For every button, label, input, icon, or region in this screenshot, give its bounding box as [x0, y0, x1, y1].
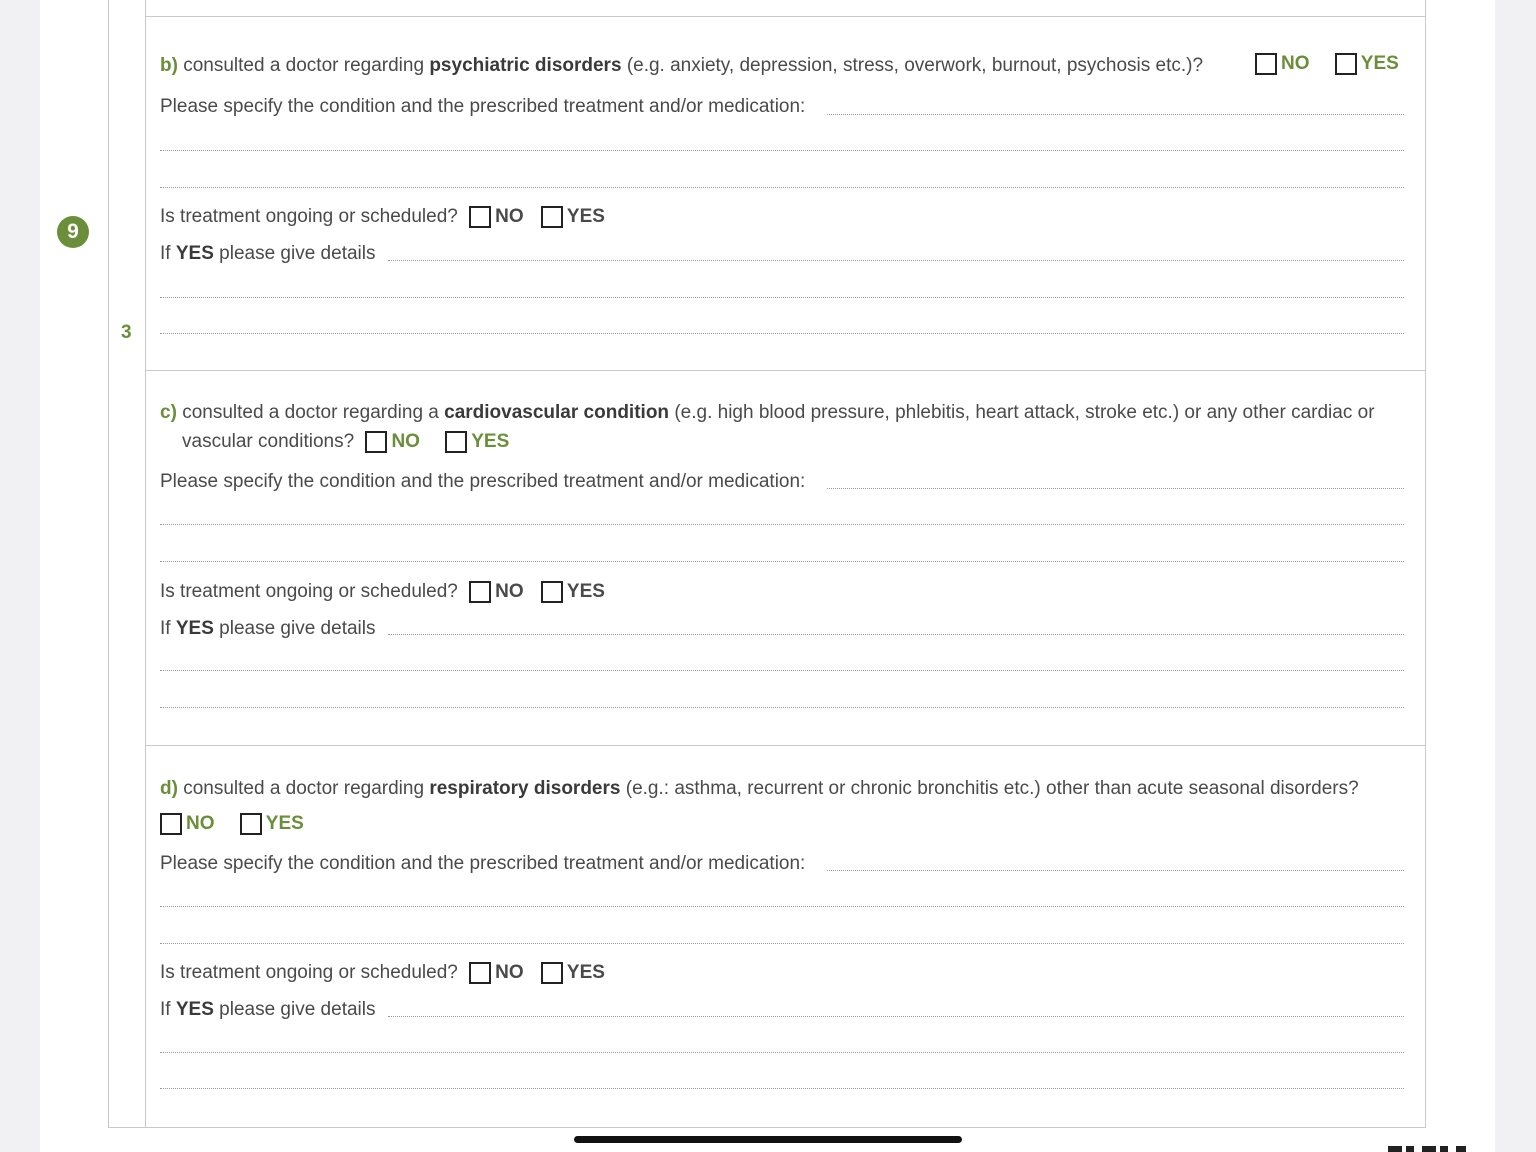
question-examples: (e.g.: asthma, recurrent or chronic bronchitis etc.) other than acute seasonal disorders? [625, 778, 1359, 799]
answer-line[interactable] [388, 1016, 1404, 1017]
answer-line[interactable] [160, 707, 1404, 708]
yes-checkbox[interactable] [1335, 52, 1399, 76]
if-yes-label [160, 242, 375, 266]
yes-bold-text: YES [175, 243, 214, 264]
specify-label: Please specify the condition and the prescribed treatment and/or medication: [160, 96, 806, 117]
yes-label: YES [566, 581, 605, 602]
if-text: If [160, 618, 171, 639]
if-text: If [160, 243, 171, 264]
no-checkbox[interactable] [469, 205, 524, 229]
if-yes-label [160, 617, 375, 641]
yes-checkbox[interactable] [445, 430, 509, 454]
question-d [146, 746, 1426, 1128]
answer-line[interactable] [160, 333, 1404, 334]
question-c-text [160, 401, 1375, 425]
answer-line[interactable] [160, 906, 1404, 907]
answer-line[interactable] [160, 150, 1404, 151]
details-text: please give details [219, 618, 376, 639]
if-text: If [160, 999, 171, 1020]
question-examples: (e.g. anxiety, depression, stress, overwork, burnout, psychosis etc.)? [626, 55, 1204, 76]
question-b [146, 17, 1426, 371]
question-text: consulted a doctor regarding a [182, 402, 439, 423]
answer-line[interactable] [388, 634, 1404, 635]
yes-bold-text: YES [175, 618, 214, 639]
question-text: consulted a doctor regarding [183, 778, 425, 799]
answer-line[interactable] [827, 114, 1404, 115]
question-c [146, 371, 1426, 746]
answer-line[interactable] [388, 260, 1404, 261]
yes-label: YES [566, 962, 605, 983]
question-d-options [160, 812, 316, 836]
yes-label: YES [265, 813, 304, 834]
yes-bold-text: YES [175, 999, 214, 1020]
answer-line[interactable] [160, 561, 1404, 562]
question-c-line2 [182, 430, 521, 454]
answer-line[interactable] [160, 1052, 1404, 1053]
page-number: 3 [121, 322, 132, 343]
yes-checkbox[interactable] [541, 961, 605, 985]
answer-line[interactable] [160, 670, 1404, 671]
details-text: please give details [219, 999, 376, 1020]
question-letter: c) [160, 402, 177, 423]
question-d-text [160, 777, 1359, 801]
no-checkbox[interactable] [160, 812, 215, 836]
specify-label: Please specify the condition and the prescribed treatment and/or medication: [160, 853, 806, 874]
question-b-options [1255, 52, 1411, 76]
home-indicator[interactable] [574, 1136, 962, 1143]
answer-line[interactable] [160, 524, 1404, 525]
question-text-continued: vascular conditions? [182, 431, 355, 453]
no-checkbox[interactable] [1255, 52, 1310, 76]
yes-label: YES [471, 431, 510, 452]
ongoing-question [160, 961, 617, 985]
question-topic: psychiatric disorders [429, 55, 622, 76]
ongoing-label: Is treatment ongoing or scheduled? [160, 206, 458, 228]
question-letter: d) [160, 778, 178, 799]
left-margin-column [108, 0, 146, 1128]
no-label: NO [186, 813, 215, 834]
question-examples: (e.g. high blood pressure, phlebitis, heart attack, stroke etc.) or any other cardiac or [674, 402, 1375, 423]
question-letter: b) [160, 55, 178, 76]
yes-label: YES [1360, 53, 1399, 74]
no-label: NO [1281, 53, 1310, 74]
question-text: consulted a doctor regarding [183, 55, 425, 76]
ongoing-label: Is treatment ongoing or scheduled? [160, 581, 458, 603]
yes-checkbox[interactable] [541, 580, 605, 604]
yes-checkbox[interactable] [541, 205, 605, 229]
no-label: NO [495, 581, 524, 602]
if-yes-label [160, 998, 375, 1022]
no-checkbox[interactable] [469, 580, 524, 604]
previous-section-tail [146, 0, 1426, 17]
answer-line[interactable] [160, 297, 1404, 298]
no-label: NO [391, 431, 420, 452]
ongoing-question [160, 205, 617, 229]
specify-label: Please specify the condition and the prescribed treatment and/or medication: [160, 471, 806, 492]
answer-line[interactable] [160, 943, 1404, 944]
answer-line[interactable] [160, 187, 1404, 188]
no-label: NO [495, 962, 524, 983]
answer-line[interactable] [160, 1088, 1404, 1089]
details-text: please give details [219, 243, 376, 264]
answer-line[interactable] [827, 870, 1404, 871]
ongoing-label: Is treatment ongoing or scheduled? [160, 962, 458, 984]
yes-checkbox[interactable] [240, 812, 304, 836]
question-b-text [160, 54, 1203, 78]
answer-line[interactable] [827, 488, 1404, 489]
section-number-badge: 9 [57, 216, 89, 248]
qr-code-fragment [1388, 1146, 1466, 1152]
ongoing-question [160, 580, 617, 604]
question-topic: respiratory disorders [429, 778, 621, 799]
no-checkbox[interactable] [469, 961, 524, 985]
yes-label: YES [566, 206, 605, 227]
no-label: NO [495, 206, 524, 227]
no-checkbox[interactable] [365, 430, 420, 454]
question-topic: cardiovascular condition [444, 402, 670, 423]
